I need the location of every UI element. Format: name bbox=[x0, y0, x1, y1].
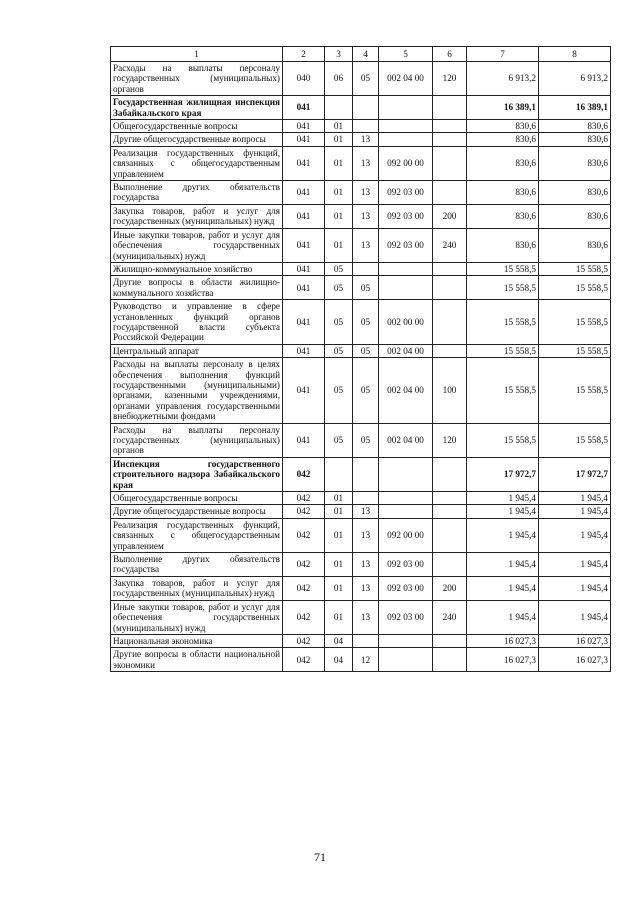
amount-col-8: 1 945,4 bbox=[539, 518, 611, 552]
ministry-code: 041 bbox=[283, 276, 325, 300]
expense-type-code bbox=[433, 553, 467, 577]
table-row bbox=[111, 553, 611, 577]
amount-col-8: 830,6 bbox=[539, 204, 611, 228]
amount-col-7: 1 945,4 bbox=[467, 492, 539, 505]
item-name: Руководство и управление в сфере установленных функций органов государственной власти субъекта Российской Федерации bbox=[111, 300, 283, 345]
amount-col-7: 830,6 bbox=[467, 133, 539, 146]
subsection-code: 13 bbox=[353, 600, 379, 634]
table-row bbox=[111, 133, 611, 146]
section-code: 01 bbox=[325, 518, 353, 552]
table-row bbox=[111, 600, 611, 634]
expense-type-code bbox=[433, 505, 467, 518]
target-item-code: 002 00 00 bbox=[379, 300, 433, 345]
subsection-code: 13 bbox=[353, 553, 379, 577]
ministry-code: 042 bbox=[283, 457, 325, 491]
section-code: 05 bbox=[325, 276, 353, 300]
target-item-code bbox=[379, 505, 433, 518]
target-item-code: 002 04 00 bbox=[379, 344, 433, 357]
expense-type-code: 200 bbox=[433, 204, 467, 228]
expense-type-code: 200 bbox=[433, 576, 467, 600]
header-cell: 4 bbox=[353, 47, 379, 62]
ministry-code: 041 bbox=[283, 344, 325, 357]
subsection-code: 13 bbox=[353, 204, 379, 228]
amount-col-7: 15 558,5 bbox=[467, 276, 539, 300]
item-name: Выполнение других обязательств государства bbox=[111, 553, 283, 577]
ministry-code: 041 bbox=[283, 228, 325, 262]
section-code: 04 bbox=[325, 648, 353, 672]
table-row bbox=[111, 423, 611, 457]
table-row bbox=[111, 518, 611, 552]
target-item-code: 092 00 00 bbox=[379, 518, 433, 552]
ministry-code: 041 bbox=[283, 423, 325, 457]
expense-type-code: 100 bbox=[433, 358, 467, 423]
amount-col-7: 6 913,2 bbox=[467, 62, 539, 96]
section-code: 01 bbox=[325, 120, 353, 133]
section-code: 05 bbox=[325, 423, 353, 457]
header-cell: 3 bbox=[325, 47, 353, 62]
section-code: 05 bbox=[325, 358, 353, 423]
target-item-code bbox=[379, 120, 433, 133]
amount-col-8: 17 972,7 bbox=[539, 457, 611, 491]
section-code: 04 bbox=[325, 634, 353, 647]
amount-col-7: 16 389,1 bbox=[467, 96, 539, 120]
amount-col-7: 15 558,5 bbox=[467, 423, 539, 457]
section-code bbox=[325, 96, 353, 120]
subsection-code: 13 bbox=[353, 133, 379, 146]
amount-col-8: 16 389,1 bbox=[539, 96, 611, 120]
header-cell: 7 bbox=[467, 47, 539, 62]
ministry-code: 042 bbox=[283, 518, 325, 552]
table-row bbox=[111, 204, 611, 228]
item-name: Закупка товаров, работ и услуг для государственных (муниципальных) нужд bbox=[111, 204, 283, 228]
target-item-code: 092 00 00 bbox=[379, 146, 433, 180]
subsection-code: 05 bbox=[353, 300, 379, 345]
expense-type-code bbox=[433, 634, 467, 647]
amount-col-7: 830,6 bbox=[467, 181, 539, 205]
section-code: 01 bbox=[325, 492, 353, 505]
section-code: 01 bbox=[325, 181, 353, 205]
expense-type-code bbox=[433, 276, 467, 300]
budget-table bbox=[110, 46, 611, 672]
table-row bbox=[111, 181, 611, 205]
section-code: 01 bbox=[325, 600, 353, 634]
table-row bbox=[111, 276, 611, 300]
amount-col-7: 15 558,5 bbox=[467, 262, 539, 275]
amount-col-7: 830,6 bbox=[467, 228, 539, 262]
expense-type-code bbox=[433, 262, 467, 275]
subsection-code: 13 bbox=[353, 505, 379, 518]
table-row bbox=[111, 62, 611, 96]
expense-type-code: 120 bbox=[433, 62, 467, 96]
ministry-code: 040 bbox=[283, 62, 325, 96]
table-row bbox=[111, 120, 611, 133]
amount-col-7: 16 027,3 bbox=[467, 634, 539, 647]
table-row bbox=[111, 576, 611, 600]
section-code: 05 bbox=[325, 344, 353, 357]
amount-col-8: 16 027,3 bbox=[539, 634, 611, 647]
subsection-code: 05 bbox=[353, 423, 379, 457]
section-code: 01 bbox=[325, 204, 353, 228]
subsection-code: 12 bbox=[353, 648, 379, 672]
header-cell: 5 bbox=[379, 47, 433, 62]
item-name: Расходы на выплаты персоналу государственных (муниципальных) органов bbox=[111, 62, 283, 96]
amount-col-8: 15 558,5 bbox=[539, 423, 611, 457]
ministry-code: 041 bbox=[283, 181, 325, 205]
ministry-code: 041 bbox=[283, 262, 325, 275]
header-cell: 6 bbox=[433, 47, 467, 62]
section-code: 01 bbox=[325, 505, 353, 518]
amount-col-8: 830,6 bbox=[539, 133, 611, 146]
item-name: Инспекция государственного строительного надзора Забайкальского края bbox=[111, 457, 283, 491]
expense-type-code bbox=[433, 344, 467, 357]
amount-col-8: 15 558,5 bbox=[539, 262, 611, 275]
item-name: Национальная экономика bbox=[111, 634, 283, 647]
header-row bbox=[111, 47, 611, 62]
ministry-code: 042 bbox=[283, 576, 325, 600]
ministry-code: 041 bbox=[283, 96, 325, 120]
amount-col-7: 1 945,4 bbox=[467, 518, 539, 552]
section-code bbox=[325, 457, 353, 491]
amount-col-8: 6 913,2 bbox=[539, 62, 611, 96]
item-name: Реализация государственных функций, связанных с общегосударственным управлением bbox=[111, 146, 283, 180]
item-name: Общегосударственные вопросы bbox=[111, 492, 283, 505]
table-body bbox=[111, 47, 611, 672]
amount-col-7: 17 972,7 bbox=[467, 457, 539, 491]
amount-col-8: 1 945,4 bbox=[539, 492, 611, 505]
table-row bbox=[111, 146, 611, 180]
ministry-code: 041 bbox=[283, 120, 325, 133]
table-row bbox=[111, 634, 611, 647]
item-name: Другие вопросы в области национальной экономики bbox=[111, 648, 283, 672]
ministry-code: 042 bbox=[283, 505, 325, 518]
subsection-code: 13 bbox=[353, 146, 379, 180]
amount-col-7: 830,6 bbox=[467, 204, 539, 228]
subsection-code: 13 bbox=[353, 228, 379, 262]
item-name: Расходы на выплаты персоналу в целях обеспечения выполнения функций государственными (муниципальными) органами, казенными учреждениями, органами управления государственными внебюджетными фондами bbox=[111, 358, 283, 423]
section-code: 01 bbox=[325, 228, 353, 262]
amount-col-8: 15 558,5 bbox=[539, 344, 611, 357]
table-row bbox=[111, 96, 611, 120]
amount-col-8: 16 027,3 bbox=[539, 648, 611, 672]
target-item-code: 092 03 00 bbox=[379, 600, 433, 634]
ministry-code: 042 bbox=[283, 553, 325, 577]
expense-type-code: 120 bbox=[433, 423, 467, 457]
expense-type-code bbox=[433, 133, 467, 146]
target-item-code: 092 03 00 bbox=[379, 553, 433, 577]
subsection-code: 13 bbox=[353, 576, 379, 600]
section-code: 05 bbox=[325, 300, 353, 345]
target-item-code bbox=[379, 276, 433, 300]
header-cell: 1 bbox=[111, 47, 283, 62]
subsection-code: 05 bbox=[353, 276, 379, 300]
target-item-code: 092 03 00 bbox=[379, 204, 433, 228]
amount-col-8: 830,6 bbox=[539, 228, 611, 262]
amount-col-7: 1 945,4 bbox=[467, 505, 539, 518]
expense-type-code bbox=[433, 300, 467, 345]
expense-type-code bbox=[433, 146, 467, 180]
target-item-code bbox=[379, 96, 433, 120]
item-name: Закупка товаров, работ и услуг для государственных (муниципальных) нужд bbox=[111, 576, 283, 600]
ministry-code: 042 bbox=[283, 492, 325, 505]
table-row bbox=[111, 262, 611, 275]
section-code: 01 bbox=[325, 553, 353, 577]
item-name: Иные закупки товаров, работ и услуг для обеспечения государственных (муниципальных) нужд bbox=[111, 600, 283, 634]
header-cell: 2 bbox=[283, 47, 325, 62]
target-item-code bbox=[379, 492, 433, 505]
target-item-code bbox=[379, 457, 433, 491]
subsection-code bbox=[353, 457, 379, 491]
amount-col-7: 830,6 bbox=[467, 120, 539, 133]
section-code: 01 bbox=[325, 576, 353, 600]
amount-col-8: 15 558,5 bbox=[539, 300, 611, 345]
ministry-code: 042 bbox=[283, 634, 325, 647]
amount-col-7: 1 945,4 bbox=[467, 576, 539, 600]
ministry-code: 042 bbox=[283, 600, 325, 634]
ministry-code: 041 bbox=[283, 358, 325, 423]
expense-type-code bbox=[433, 96, 467, 120]
item-name: Общегосударственные вопросы bbox=[111, 120, 283, 133]
amount-col-7: 16 027,3 bbox=[467, 648, 539, 672]
target-item-code: 092 03 00 bbox=[379, 228, 433, 262]
ministry-code: 041 bbox=[283, 146, 325, 180]
amount-col-8: 1 945,4 bbox=[539, 505, 611, 518]
target-item-code: 002 04 00 bbox=[379, 423, 433, 457]
amount-col-8: 1 945,4 bbox=[539, 553, 611, 577]
target-item-code: 002 04 00 bbox=[379, 358, 433, 423]
item-name: Выполнение других обязательств государства bbox=[111, 181, 283, 205]
amount-col-8: 1 945,4 bbox=[539, 600, 611, 634]
table-row bbox=[111, 228, 611, 262]
section-code: 05 bbox=[325, 262, 353, 275]
target-item-code: 002 04 00 bbox=[379, 62, 433, 96]
item-name: Центральный аппарат bbox=[111, 344, 283, 357]
target-item-code bbox=[379, 262, 433, 275]
amount-col-8: 830,6 bbox=[539, 120, 611, 133]
amount-col-8: 15 558,5 bbox=[539, 276, 611, 300]
expense-type-code bbox=[433, 120, 467, 133]
amount-col-7: 15 558,5 bbox=[467, 358, 539, 423]
target-item-code bbox=[379, 648, 433, 672]
amount-col-8: 1 945,4 bbox=[539, 576, 611, 600]
item-name: Другие общегосударственные вопросы bbox=[111, 505, 283, 518]
subsection-code bbox=[353, 120, 379, 133]
table-row bbox=[111, 492, 611, 505]
target-item-code: 092 03 00 bbox=[379, 181, 433, 205]
subsection-code bbox=[353, 262, 379, 275]
amount-col-7: 1 945,4 bbox=[467, 553, 539, 577]
amount-col-7: 830,6 bbox=[467, 146, 539, 180]
amount-col-7: 15 558,5 bbox=[467, 344, 539, 357]
expense-type-code bbox=[433, 492, 467, 505]
item-name: Расходы на выплаты персоналу государственных (муниципальных) органов bbox=[111, 423, 283, 457]
page-number: 71 bbox=[314, 850, 326, 864]
amount-col-8: 830,6 bbox=[539, 181, 611, 205]
item-name: Жилищно-коммунальное хозяйство bbox=[111, 262, 283, 275]
section-code: 06 bbox=[325, 62, 353, 96]
item-name: Другие вопросы в области жилищно-коммунального хозяйства bbox=[111, 276, 283, 300]
expense-type-code bbox=[433, 181, 467, 205]
table-row bbox=[111, 344, 611, 357]
table-row bbox=[111, 505, 611, 518]
subsection-code: 05 bbox=[353, 344, 379, 357]
subsection-code bbox=[353, 96, 379, 120]
ministry-code: 041 bbox=[283, 204, 325, 228]
item-name: Иные закупки товаров, работ и услуг для обеспечения государственных (муниципальных) нужд bbox=[111, 228, 283, 262]
amount-col-8: 15 558,5 bbox=[539, 358, 611, 423]
table-row bbox=[111, 300, 611, 345]
expense-type-code: 240 bbox=[433, 228, 467, 262]
expense-type-code bbox=[433, 648, 467, 672]
ministry-code: 041 bbox=[283, 300, 325, 345]
subsection-code: 13 bbox=[353, 518, 379, 552]
section-code: 01 bbox=[325, 146, 353, 180]
table-row bbox=[111, 648, 611, 672]
subsection-code bbox=[353, 492, 379, 505]
ministry-code: 042 bbox=[283, 648, 325, 672]
table-row bbox=[111, 457, 611, 491]
subsection-code: 05 bbox=[353, 62, 379, 96]
subsection-code: 13 bbox=[353, 181, 379, 205]
item-name: Реализация государственных функций, связанных с общегосударственным управлением bbox=[111, 518, 283, 552]
expense-type-code: 240 bbox=[433, 600, 467, 634]
ministry-code: 041 bbox=[283, 133, 325, 146]
target-item-code bbox=[379, 133, 433, 146]
amount-col-7: 15 558,5 bbox=[467, 300, 539, 345]
section-code: 01 bbox=[325, 133, 353, 146]
item-name: Другие общегосударственные вопросы bbox=[111, 133, 283, 146]
amount-col-8: 830,6 bbox=[539, 146, 611, 180]
subsection-code bbox=[353, 634, 379, 647]
target-item-code bbox=[379, 634, 433, 647]
target-item-code: 092 03 00 bbox=[379, 576, 433, 600]
subsection-code: 05 bbox=[353, 358, 379, 423]
amount-col-7: 1 945,4 bbox=[467, 600, 539, 634]
expense-type-code bbox=[433, 457, 467, 491]
item-name: Государственная жилищная инспекция Забайкальского края bbox=[111, 96, 283, 120]
table-row bbox=[111, 358, 611, 423]
header-cell: 8 bbox=[539, 47, 611, 62]
expense-type-code bbox=[433, 518, 467, 552]
